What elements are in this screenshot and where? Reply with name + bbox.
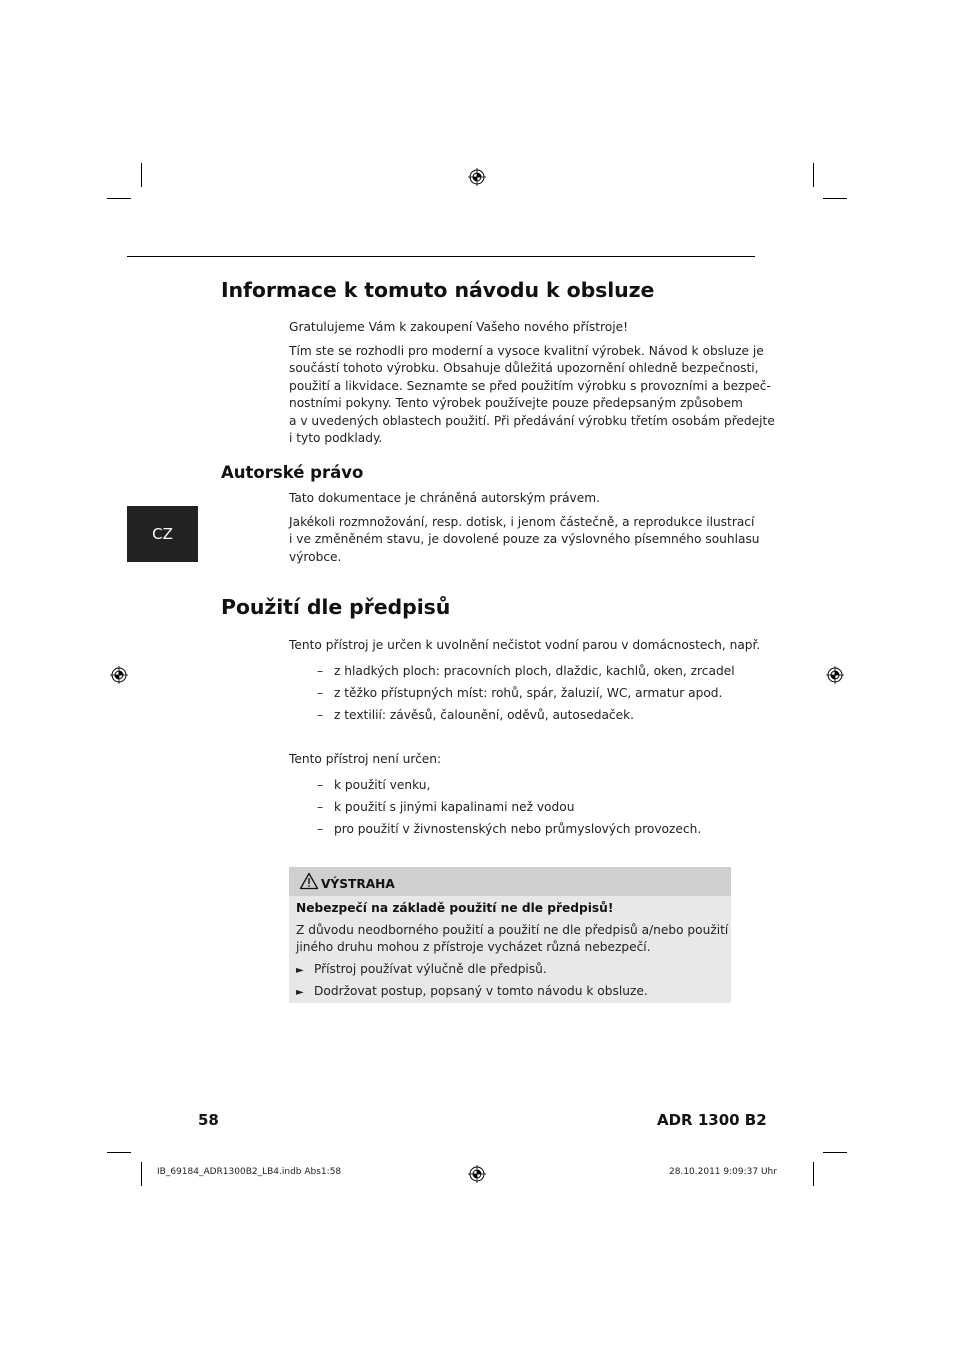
registration-mark-icon (468, 168, 486, 186)
text-line: použití a likvidace. Seznamte se před použitím výrobku s provozními a bezpeč- (289, 378, 771, 393)
warning-text (296, 922, 728, 957)
list-item (317, 778, 430, 792)
list-item-text: k použití s jinými kapalinami než vodou (334, 800, 575, 814)
registration-mark-icon (110, 666, 128, 684)
list-item-text: z textilií: závěsů, čalounění, oděvů, autosedaček. (334, 708, 635, 722)
text-line: i tyto podklady. (289, 431, 383, 446)
text-line: a v uvedených oblastech použití. Při předávání výrobku třetím osobám předejte (289, 413, 775, 428)
list-item-text: k použití venku, (334, 778, 431, 792)
registration-mark-icon (826, 666, 844, 684)
crop-mark (141, 1162, 142, 1186)
text-line: Jakékoli rozmnožování, resp. dotisk, i jenom částečně, a reprodukce ilustrací (289, 515, 755, 529)
dash-bullet: – (317, 708, 324, 722)
copyright-text: Tato dokumentace je chráněná autorským právem. (289, 491, 601, 505)
text-line: jiného druhu mohou z přístroje vycházet různá nebezpečí. (296, 940, 651, 955)
print-slug-left: IB_69184_ADR1300B2_LB4.indb Abs1:58 (157, 1167, 342, 1177)
dash-bullet: – (317, 686, 324, 700)
warning-triangle-icon (299, 872, 319, 890)
warning-item (296, 984, 648, 998)
section-title-copyright: Autorské právo (221, 463, 364, 482)
intro-paragraph (289, 343, 775, 447)
arrow-bullet-icon: ► (296, 965, 304, 976)
warning-item-text: Dodržovat postup, popsaný v tomto návodu k obsluze. (314, 984, 648, 998)
dash-bullet: – (317, 822, 324, 836)
list-item (317, 708, 634, 722)
section-title-manual-info: Informace k tomuto návodu k obsluze (221, 278, 655, 302)
page-number: 58 (198, 1111, 219, 1129)
list-item-text: z těžko přístupných míst: rohů, spár, žaluzií, WC, armatur apod. (334, 686, 723, 700)
congratulation-text: Gratulujeme Vám k zakoupení Vašeho nového přístroje! (289, 320, 629, 334)
warning-header (289, 867, 731, 896)
text-line: nostními pokyny. Tento výrobek používejte pouze předepsaným způsobem (289, 396, 743, 411)
warning-subtitle: Nebezpečí na základě použití ne dle předpisů! (296, 901, 614, 915)
list-item (317, 822, 701, 836)
section-title-intended-use: Použití dle předpisů (221, 595, 451, 619)
list-item-text: z hladkých ploch: pracovních ploch, dlaždic, kachlů, oken, zrcadel (334, 664, 735, 678)
text-line: Tím ste se rozhodli pro moderní a vysoce kvalitní výrobek. Návod k obsluze je (289, 344, 764, 358)
dash-bullet: – (317, 664, 324, 678)
text-line: Z důvodu neodborného použití a použití ne dle předpisů a/nebo použití (296, 923, 729, 937)
list-item (317, 800, 574, 814)
text-line: výrobce. (289, 549, 342, 564)
list-item (317, 686, 722, 700)
crop-mark (107, 198, 131, 199)
copyright-paragraph (289, 514, 760, 566)
print-slug-right: 28.10.2011 9:09:37 Uhr (669, 1167, 777, 1177)
warning-item (296, 962, 547, 976)
crop-mark (823, 198, 847, 199)
text-line: i ve změněném stavu, je dovolené pouze za výslovného písemného souhlasu (289, 532, 760, 547)
crop-mark (813, 163, 814, 187)
header-rule (127, 256, 755, 257)
dash-bullet: – (317, 778, 324, 792)
language-tab: CZ (127, 506, 198, 562)
crop-mark (107, 1152, 131, 1153)
model-name: ADR 1300 B2 (657, 1111, 767, 1129)
not-intended-intro: Tento přístroj není určen: (289, 752, 442, 766)
warning-title: VÝSTRAHA (321, 877, 395, 891)
intended-use-intro: Tento přístroj je určen k uvolnění nečistot vodní parou v domácnostech, např. (289, 638, 761, 652)
warning-item-text: Přístroj používat výlučně dle předpisů. (314, 962, 547, 976)
arrow-bullet-icon: ► (296, 987, 304, 998)
list-item-text: pro použití v živnostenských nebo průmyslových provozech. (334, 822, 702, 836)
dash-bullet: – (317, 800, 324, 814)
warning-box (289, 867, 731, 1003)
list-item (317, 664, 735, 678)
crop-mark (141, 163, 142, 187)
crop-mark (813, 1162, 814, 1186)
crop-mark (823, 1152, 847, 1153)
registration-mark-icon (468, 1165, 486, 1183)
text-line: součástí tohoto výrobku. Obsahuje důležitá upozornění ohledně bezpečnosti, (289, 361, 759, 376)
